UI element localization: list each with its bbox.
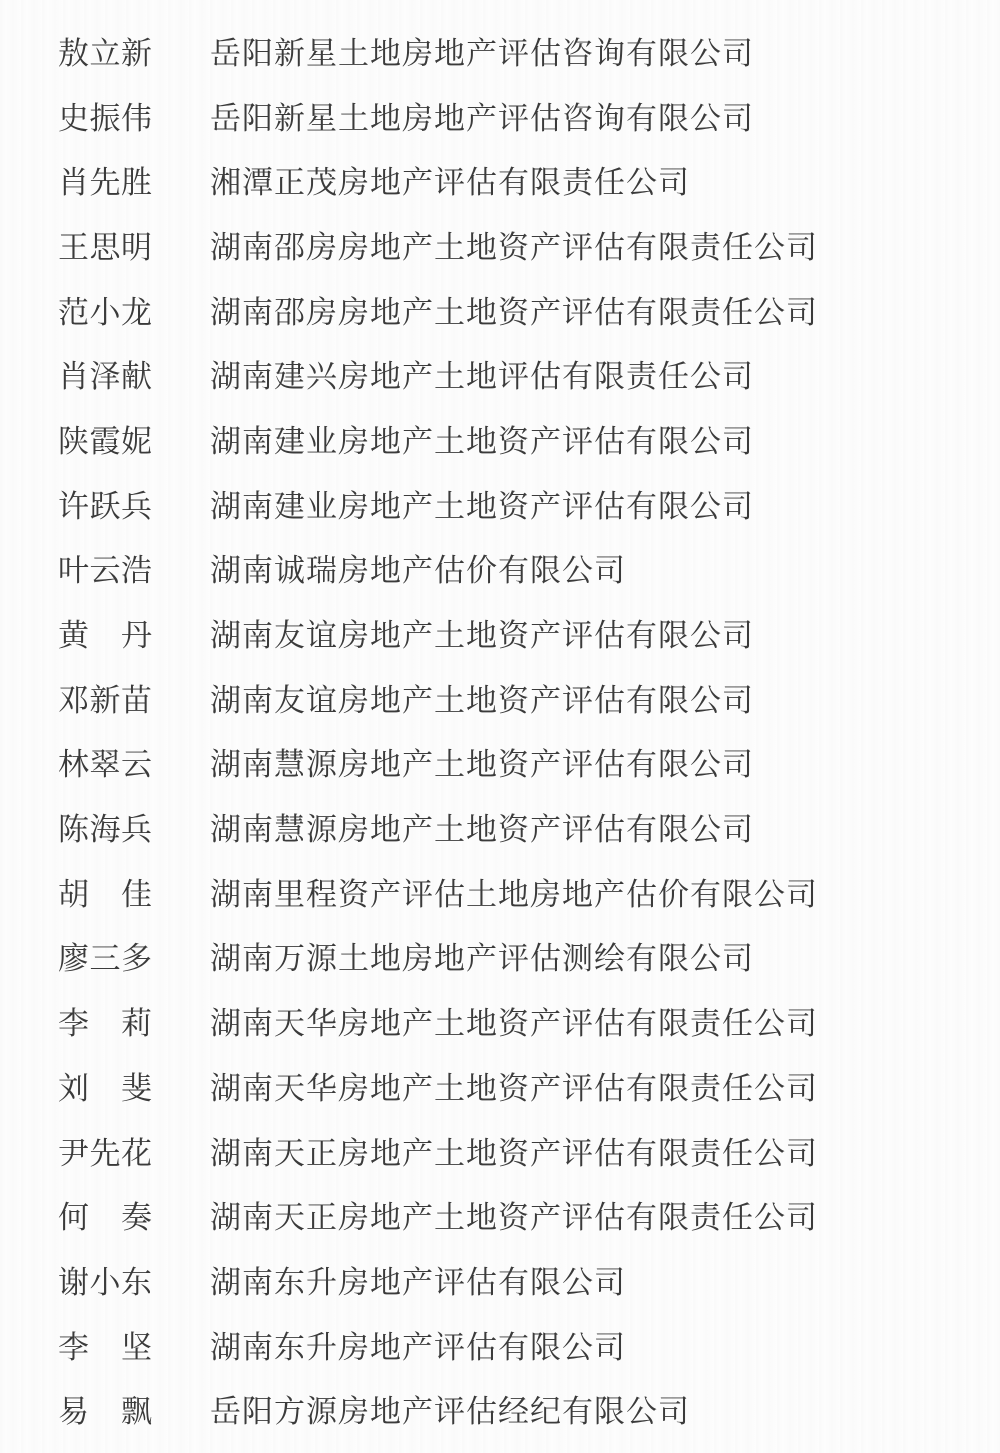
company-name: 湖南天正房地产土地资产评估有限责任公司 (210, 1135, 818, 1171)
person-name: 陈海兵 (58, 812, 153, 848)
person-name: 黄 丹 (58, 618, 153, 654)
person-name: 林翠云 (58, 747, 153, 783)
table-row (58, 1315, 1000, 1380)
company-name: 岳阳新星土地房地产评估咨询有限公司 (210, 100, 754, 136)
table-row (58, 215, 1000, 280)
table-row (58, 86, 1000, 151)
person-name: 廖三多 (58, 941, 153, 977)
table-row (58, 1379, 1000, 1444)
company-name: 湖南邵房房地产土地资产评估有限责任公司 (210, 229, 818, 265)
company-name: 湖南友谊房地产土地资产评估有限公司 (210, 618, 754, 654)
company-name: 湖南邵房房地产土地资产评估有限责任公司 (210, 294, 818, 330)
table-row (58, 409, 1000, 474)
table-row (58, 1056, 1000, 1121)
company-name: 湖南建业房地产土地资产评估有限公司 (210, 488, 754, 524)
table-row (58, 733, 1000, 798)
company-name: 岳阳新星土地房地产评估咨询有限公司 (210, 35, 754, 71)
person-name: 陕霞妮 (58, 423, 153, 459)
table-row (58, 1250, 1000, 1315)
table-row (58, 1185, 1000, 1250)
table-row (58, 1121, 1000, 1186)
company-name: 湖南建业房地产土地资产评估有限公司 (210, 423, 754, 459)
company-name: 湖南万源土地房地产评估测绘有限公司 (210, 941, 754, 977)
company-name: 湖南天华房地产土地资产评估有限责任公司 (210, 1006, 818, 1042)
person-name: 敖立新 (58, 35, 153, 71)
company-name: 湖南慧源房地产土地资产评估有限公司 (210, 747, 754, 783)
table-row (58, 797, 1000, 862)
table-row (58, 668, 1000, 733)
person-name: 李 坚 (58, 1329, 153, 1365)
person-name: 叶云浩 (58, 553, 153, 589)
person-name: 肖先胜 (58, 165, 153, 201)
table-row (58, 21, 1000, 86)
company-name: 湖南诚瑞房地产估价有限公司 (210, 553, 626, 589)
person-name: 胡 佳 (58, 876, 153, 912)
company-name: 湖南东升房地产评估有限公司 (210, 1329, 626, 1365)
table-row (58, 991, 1000, 1056)
person-name: 李 莉 (58, 1006, 153, 1042)
person-name: 王思明 (58, 229, 153, 265)
table-row (58, 862, 1000, 927)
company-name: 湖南友谊房地产土地资产评估有限公司 (210, 682, 754, 718)
person-name: 邓新苗 (58, 682, 153, 718)
company-name: 湖南慧源房地产土地资产评估有限公司 (210, 812, 754, 848)
person-name: 范小龙 (58, 294, 153, 330)
company-name: 岳阳方源房地产评估经纪有限公司 (210, 1394, 690, 1430)
person-name: 尹先花 (58, 1135, 153, 1171)
company-name: 湖南建兴房地产土地评估有限责任公司 (210, 359, 754, 395)
person-name: 谢小东 (58, 1264, 153, 1300)
table-row (58, 927, 1000, 992)
company-name: 湖南天正房地产土地资产评估有限责任公司 (210, 1200, 818, 1236)
table-row (58, 150, 1000, 215)
table-row (58, 474, 1000, 539)
table-row (58, 280, 1000, 345)
person-name: 刘 斐 (58, 1070, 153, 1106)
person-name: 肖泽献 (58, 359, 153, 395)
table-row (58, 603, 1000, 668)
table-row (58, 344, 1000, 409)
company-name: 湖南东升房地产评估有限公司 (210, 1264, 626, 1300)
company-name: 湖南天华房地产土地资产评估有限责任公司 (210, 1070, 818, 1106)
company-name: 湖南里程资产评估土地房地产估价有限公司 (210, 876, 818, 912)
table-row (58, 539, 1000, 604)
person-name: 何 奏 (58, 1200, 153, 1236)
company-name: 湘潭正茂房地产评估有限责任公司 (210, 165, 690, 201)
person-name: 许跃兵 (58, 488, 153, 524)
person-name: 易 飘 (58, 1394, 153, 1430)
person-name: 史振伟 (58, 100, 153, 136)
